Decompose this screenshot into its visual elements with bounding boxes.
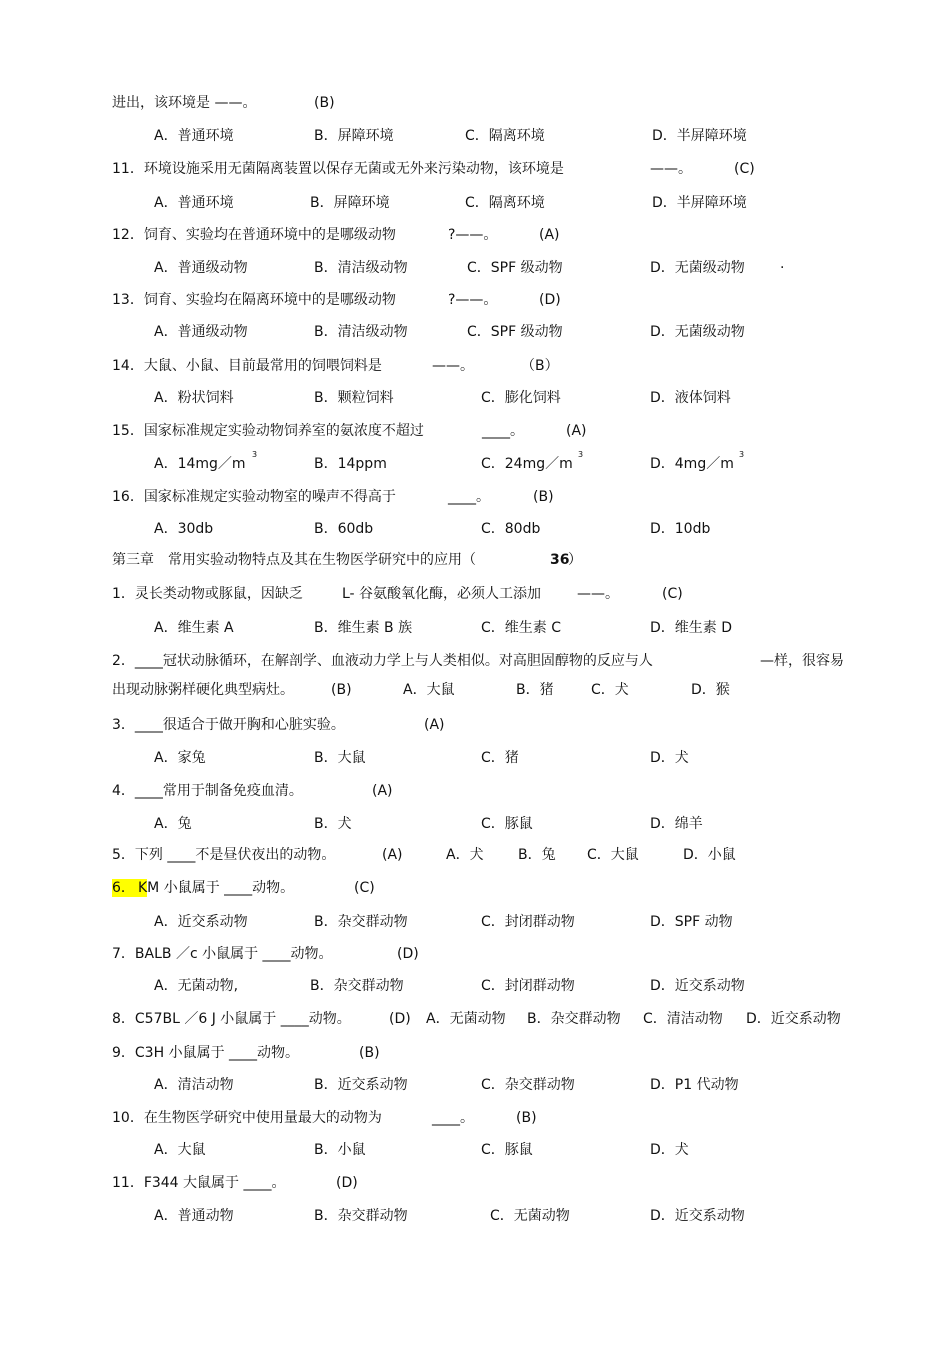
chapter-count: 36 bbox=[550, 552, 570, 568]
superscript-3: 3 bbox=[739, 450, 745, 459]
question-11-option-b: B．屏障环境 bbox=[310, 195, 390, 211]
question-10-option-a: A．普通环境 bbox=[154, 128, 234, 144]
question-11-option-c: C．隔离环境 bbox=[465, 195, 545, 211]
chapter-question-2-option-c: C．犬 bbox=[591, 682, 629, 698]
chapter-question-7-answer: (D) bbox=[397, 946, 419, 962]
chapter-question-5-stem: 5．下列 ____不是昼伏夜出的动物。 bbox=[112, 847, 336, 863]
question-13-blank: ?——。 bbox=[448, 292, 498, 308]
question-16-answer: (B) bbox=[533, 489, 554, 505]
chapter-question-1-option-c: C．维生素 C bbox=[481, 620, 562, 636]
chapter-question-4-option-c: C．豚鼠 bbox=[481, 816, 533, 832]
question-15-blank: ____。 bbox=[482, 423, 524, 439]
chapter-question-9-option-a: A．清洁动物 bbox=[154, 1077, 234, 1093]
chapter-question-5-option-b: B．兔 bbox=[518, 847, 556, 863]
chapter-question-1-option-b: B．维生素 B 族 bbox=[314, 620, 413, 636]
chapter-question-1-option-a: A．维生素 A bbox=[154, 620, 234, 636]
stray-dot: · bbox=[780, 260, 785, 276]
chapter-question-5-option-a: A．犬 bbox=[446, 847, 484, 863]
chapter-question-10-answer: (B) bbox=[516, 1110, 537, 1126]
chapter-question-8-option-c: C．清洁动物 bbox=[643, 1011, 723, 1027]
question-11-blank: ——。 bbox=[650, 161, 692, 177]
chapter-question-9-answer: (B) bbox=[359, 1045, 380, 1061]
chapter-question-11-option-d: D．近交系动物 bbox=[650, 1208, 745, 1224]
question-16-blank: ____。 bbox=[448, 489, 490, 505]
question-14-option-a: A．粉状饲料 bbox=[154, 390, 234, 406]
question-16-option-b: B．60db bbox=[314, 521, 374, 537]
question-12-option-d: D．无菌级动物 bbox=[650, 260, 745, 276]
chapter-question-2-option-b: B．猪 bbox=[516, 682, 554, 698]
chapter-question-7-option-b: B．杂交群动物 bbox=[310, 978, 404, 994]
question-14-stem: 14．大鼠、小鼠、目前最常用的饲喂饲料是 bbox=[112, 358, 382, 374]
chapter-question-4-option-d: D．绵羊 bbox=[650, 816, 703, 832]
question-11-option-d: D．半屏障环境 bbox=[652, 195, 747, 211]
chapter-question-7-option-c: C．封闭群动物 bbox=[481, 978, 575, 994]
question-16-option-a: A．30db bbox=[154, 521, 214, 537]
chapter-question-1-option-d: D．维生素 D bbox=[650, 620, 733, 636]
superscript-3: 3 bbox=[578, 450, 584, 459]
question-16-option-c: C．80db bbox=[481, 521, 541, 537]
question-13-option-a: A．普通级动物 bbox=[154, 324, 248, 340]
chapter-question-9-option-c: C．杂交群动物 bbox=[481, 1077, 575, 1093]
question-12-blank: ?——。 bbox=[448, 227, 498, 243]
question-10-option-c: C．隔离环境 bbox=[465, 128, 545, 144]
question-10-option-b: B．屏障环境 bbox=[314, 128, 394, 144]
question-15-option-a: A．14mg／m bbox=[154, 456, 246, 472]
chapter-question-6-number: 6． bbox=[112, 879, 147, 897]
question-11-answer: (C) bbox=[734, 161, 755, 177]
chapter-question-3-option-a: A．家兔 bbox=[154, 750, 206, 766]
chapter-question-2-option-a: A．大鼠 bbox=[403, 682, 455, 698]
chapter-question-7-stem: 7．BALB ／c 小鼠属于 ____动物。 bbox=[112, 946, 333, 962]
chapter-question-9-stem: 9．C3H 小鼠属于 ____动物。 bbox=[112, 1045, 300, 1061]
chapter-question-8-answer: (D) bbox=[389, 1011, 411, 1027]
question-15-stem: 15．国家标准规定实验动物饲养室的氨浓度不超过 bbox=[112, 423, 424, 439]
chapter-question-1-answer: (C) bbox=[662, 586, 683, 602]
chapter-question-5-option-c: C．大鼠 bbox=[587, 847, 639, 863]
chapter-question-3-option-c: C．猪 bbox=[481, 750, 519, 766]
chapter-question-6-stem: KM 小鼠属于 ____动物。 bbox=[138, 880, 295, 896]
question-12-option-c: C．SPF 级动物 bbox=[467, 260, 563, 276]
chapter-question-2-stem-2: 出现动脉粥样硬化典型病灶。 bbox=[112, 682, 294, 698]
chapter-title: 第三章 常用实验动物特点及其在生物医学研究中的应用（ bbox=[112, 552, 476, 568]
chapter-question-10-blank: ____。 bbox=[432, 1110, 474, 1126]
question-15-option-d: D．4mg／m bbox=[650, 456, 734, 472]
chapter-question-10-stem: 10．在生物医学研究中使用量最大的动物为 bbox=[112, 1110, 382, 1126]
chapter-question-2-answer: (B) bbox=[331, 682, 352, 698]
chapter-question-2-stem-end: —样，很容易 bbox=[760, 653, 844, 669]
question-14-blank: ——。 bbox=[432, 358, 474, 374]
chapter-question-10-option-b: B．小鼠 bbox=[314, 1142, 366, 1158]
chapter-question-8-option-a: A．无菌动物 bbox=[426, 1011, 506, 1027]
chapter-question-3-option-b: B．大鼠 bbox=[314, 750, 366, 766]
chapter-question-6-option-d: D．SPF 动物 bbox=[650, 914, 733, 930]
chapter-question-8-option-b: B．杂交群动物 bbox=[527, 1011, 621, 1027]
question-13-option-c: C．SPF 级动物 bbox=[467, 324, 563, 340]
chapter-question-10-option-a: A．大鼠 bbox=[154, 1142, 206, 1158]
chapter-question-8-option-d: D．近交系动物 bbox=[746, 1011, 841, 1027]
chapter-question-9-option-b: B．近交系动物 bbox=[314, 1077, 408, 1093]
chapter-question-10-option-d: D．犬 bbox=[650, 1142, 689, 1158]
question-13-option-b: B．清洁级动物 bbox=[314, 324, 408, 340]
chapter-question-11-option-c: C．无菌动物 bbox=[490, 1208, 570, 1224]
chapter-question-3-option-d: D．犬 bbox=[650, 750, 689, 766]
question-10-option-d: D．半屏障环境 bbox=[652, 128, 747, 144]
question-15-option-c: C．24mg／m bbox=[481, 456, 573, 472]
chapter-question-11-option-b: B．杂交群动物 bbox=[314, 1208, 408, 1224]
chapter-question-1-stem: 1．灵长类动物或豚鼠，因缺乏 bbox=[112, 586, 303, 602]
chapter-question-1-stem-2: L- 谷氨酸氧化酶，必须人工添加 bbox=[342, 586, 542, 602]
chapter-question-2-stem: 2．____冠状动脉循环，在解剖学、血液动力学上与人类相似。对高胆固醇物的反应与人 bbox=[112, 653, 653, 669]
question-12-option-b: B．清洁级动物 bbox=[314, 260, 408, 276]
chapter-question-9-option-d: D．P1 代动物 bbox=[650, 1077, 739, 1093]
question-12-option-a: A．普通级动物 bbox=[154, 260, 248, 276]
question-11-stem: 11．环境设施采用无菌隔离装置以保存无菌或无外来污染动物，该环境是 bbox=[112, 161, 564, 177]
chapter-question-11-answer: (D) bbox=[336, 1175, 358, 1191]
chapter-question-11-option-a: A．普通动物 bbox=[154, 1208, 234, 1224]
question-13-option-d: D．无菌级动物 bbox=[650, 324, 745, 340]
superscript-3: 3 bbox=[252, 450, 258, 459]
question-11-option-a: A．普通环境 bbox=[154, 195, 234, 211]
question-10-stem: 进出，该环境是 ——。 bbox=[112, 95, 257, 111]
chapter-question-4-option-b: B．犬 bbox=[314, 816, 352, 832]
question-14-option-d: D．液体饲料 bbox=[650, 390, 731, 406]
question-16-option-d: D．10db bbox=[650, 521, 711, 537]
chapter-question-4-option-a: A．兔 bbox=[154, 816, 192, 832]
chapter-question-1-blank: ——。 bbox=[577, 586, 619, 602]
question-14-option-b: B．颗粒饲料 bbox=[314, 390, 394, 406]
question-14-option-c: C．膨化饲料 bbox=[481, 390, 561, 406]
question-16-stem: 16．国家标准规定实验动物室的噪声不得高于 bbox=[112, 489, 396, 505]
chapter-question-7-option-a: A．无菌动物, bbox=[154, 978, 239, 994]
chapter-question-8-stem: 8．C57BL ／6 J 小鼠属于 ____动物。 bbox=[112, 1011, 351, 1027]
chapter-question-3-stem: 3．____很适合于做开胸和心脏实验。 bbox=[112, 717, 345, 733]
question-13-answer: (D) bbox=[539, 292, 561, 308]
chapter-question-7-option-d: D．近交系动物 bbox=[650, 978, 745, 994]
question-10-answer: (B) bbox=[314, 95, 335, 111]
chapter-question-6-option-a: A．近交系动物 bbox=[154, 914, 248, 930]
question-12-stem: 12．饲育、实验均在普通环境中的是哪级动物 bbox=[112, 227, 396, 243]
chapter-question-10-option-c: C．豚鼠 bbox=[481, 1142, 533, 1158]
chapter-question-6-option-c: C．封闭群动物 bbox=[481, 914, 575, 930]
chapter-question-5-answer: (A) bbox=[382, 847, 403, 863]
chapter-question-6-option-b: B．杂交群动物 bbox=[314, 914, 408, 930]
chapter-question-4-answer: (A) bbox=[372, 783, 393, 799]
chapter-question-6-answer: (C) bbox=[354, 880, 375, 896]
question-14-answer: （B） bbox=[521, 358, 559, 374]
chapter-question-4-stem: 4．____常用于制备免疫血清。 bbox=[112, 783, 303, 799]
chapter-question-3-answer: (A) bbox=[424, 717, 445, 733]
chapter-question-11-stem: 11．F344 大鼠属于 ____。 bbox=[112, 1175, 286, 1191]
question-12-answer: (A) bbox=[539, 227, 560, 243]
chapter-question-5-option-d: D．小鼠 bbox=[683, 847, 736, 863]
chapter-question-2-option-d: D．猴 bbox=[691, 682, 730, 698]
question-13-stem: 13．饲育、实验均在隔离环境中的是哪级动物 bbox=[112, 292, 396, 308]
chapter-close: ） bbox=[568, 552, 582, 568]
question-15-answer: (A) bbox=[566, 423, 587, 439]
question-15-option-b: B．14ppm bbox=[314, 456, 387, 472]
